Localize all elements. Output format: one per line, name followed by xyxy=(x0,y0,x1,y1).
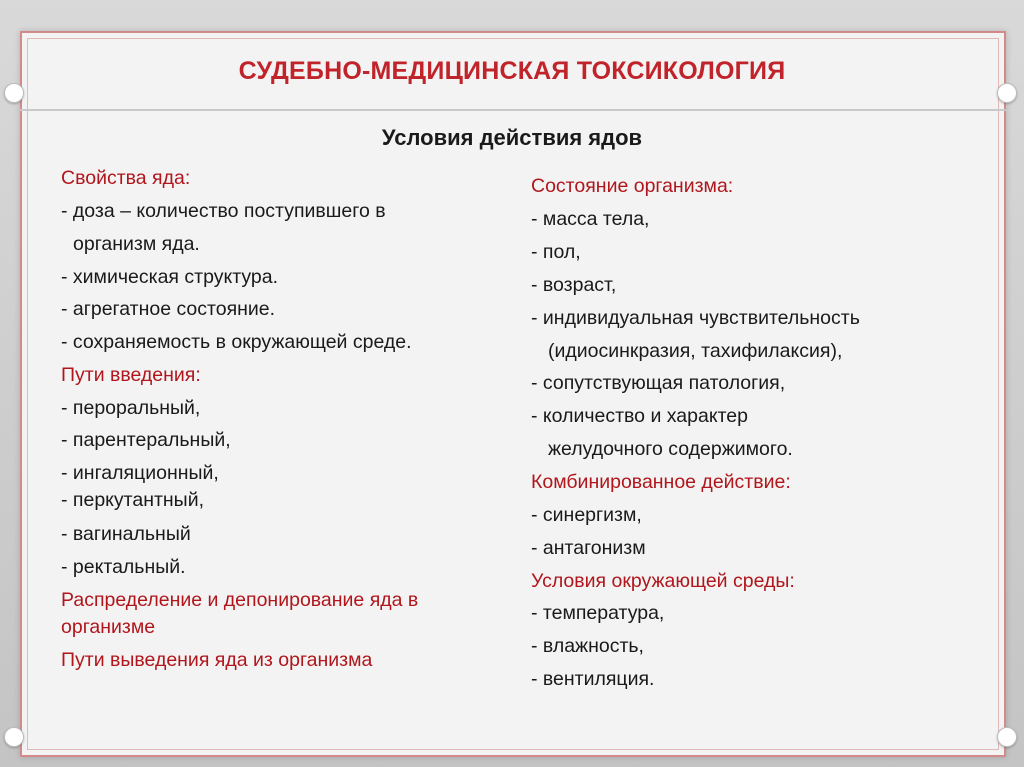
list-item: желудочного содержимого. xyxy=(548,438,793,460)
distribution-heading-line2: организме xyxy=(61,616,156,638)
list-item: (идиосинкразия, тахифилаксия), xyxy=(548,340,843,362)
combined-action-heading: Комбинированное действие: xyxy=(531,471,791,493)
title-divider xyxy=(20,109,1006,111)
list-item: - температура, xyxy=(531,602,665,624)
corner-knob-top-left xyxy=(4,83,24,103)
list-item: - вентиляция. xyxy=(531,668,655,690)
list-item: - пероральный, xyxy=(61,397,201,419)
distribution-heading-line1: Распределение и депонирование яда в xyxy=(61,589,419,611)
corner-knob-bottom-left xyxy=(4,727,24,747)
list-item: - антагонизм xyxy=(531,537,646,559)
list-item: - ингаляционный, xyxy=(61,462,219,484)
elimination-heading: Пути выведения яда из организма xyxy=(61,649,373,671)
list-item: - масса тела, xyxy=(531,208,650,230)
corner-knob-bottom-right xyxy=(997,727,1017,747)
list-item: - сопутствующая патология, xyxy=(531,372,786,394)
list-item: - ректальный. xyxy=(61,556,186,578)
list-item: - пол, xyxy=(531,241,581,263)
list-item: - индивидуальная чувствительность xyxy=(531,307,860,329)
organism-state-heading: Состояние организма: xyxy=(531,175,734,197)
routes-in-heading: Пути введения: xyxy=(61,364,201,386)
list-item: - количество и характер xyxy=(531,405,748,427)
corner-knob-top-right xyxy=(997,83,1017,103)
list-item: - вагинальный xyxy=(61,523,191,545)
slide-title: СУДЕБНО-МЕДИЦИНСКАЯ ТОКСИКОЛОГИЯ xyxy=(238,57,786,85)
list-item: - влажность, xyxy=(531,635,644,657)
list-item: - сохраняемость в окружающей среде. xyxy=(61,331,412,353)
slide-subtitle: Условия действия ядов xyxy=(381,125,643,150)
list-item: - доза – количество поступившего в xyxy=(61,200,386,222)
list-item: - перкутантный, xyxy=(61,489,205,511)
poison-properties-heading: Свойства яда: xyxy=(61,167,191,189)
list-item: - химическая структура. xyxy=(61,266,278,288)
list-item: - парентеральный, xyxy=(61,429,231,451)
list-item: - агрегатное состояние. xyxy=(61,298,276,320)
environment-heading: Условия окружающей среды: xyxy=(531,570,795,592)
list-item: - возраст, xyxy=(531,274,617,296)
list-item: организм яда. xyxy=(73,233,200,255)
list-item: - синергизм, xyxy=(531,504,642,526)
